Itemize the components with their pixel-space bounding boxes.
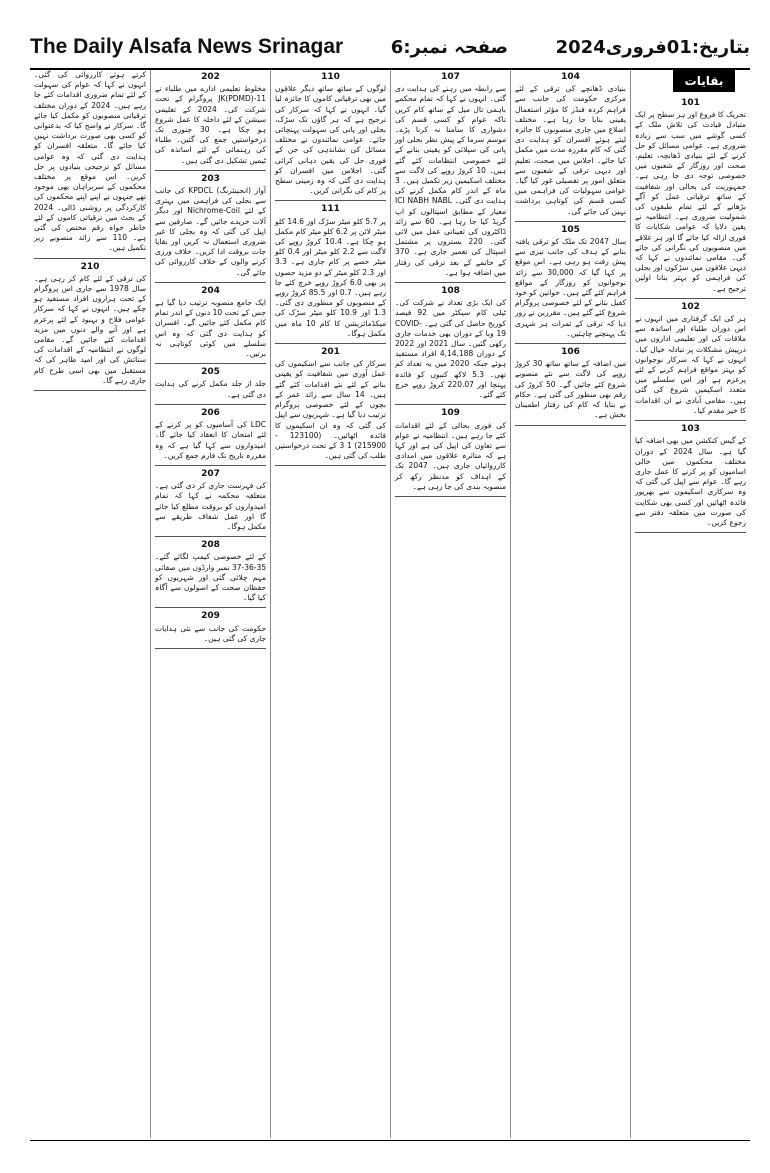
article-text: حکومت کی جانب سے نئی ہدایات جاری کی گئی ہیں۔ [155,623,266,643]
article-divider [275,465,386,466]
article-text: کی ایک بڑی تعداد نے شرکت کی۔ ٹیلی کام سیکٹر میں 92 فیصد کوریج حاصل کی گئی ہے۔ COVID-19 وبا کے دوران بھی خدمات جاری رکھی گئیں۔ سال 2021 اور 2022 کے دوران 4,14,188 افراد مستفید ہوئے جبکہ 2020 میں یہ تعداد کم تھی۔ 5.3 لاکھ کنبوں کو فائدہ پہنچا اور 220.07 کروڑ روپے خرچ کئے گئے۔ [395,298,507,400]
article-text: بنیادی ڈھانچے کی ترقی کے لئے مرکزی حکومت کی جانب سے فراہم کردہ فنڈز کا مؤثر استعمال یقینی بنایا جا رہا ہے۔ مختلف اضلاع میں جاری منصوبوں کا جائزہ لیتے ہوئے افسران کو ہدایت دی گئی کہ کام مقررہ مدت میں مکمل کیا جائے۔ اجلاس میں صحت، تعلیم اور دیہی ترقی کے شعبوں سے متعلق امور پر تفصیلی غور کیا گیا۔ عوامی سہولیات کی فراہمی میں کسی قسم کی کوتاہی برداشت نہیں کی جائے گی۔ [515,84,626,216]
article-text: کی فہرست جاری کر دی گئی ہے۔ متعلقہ محکمہ نے کہا کہ تمام امیدواروں کو بروقت مطلع کیا جائے گا اور عمل شفاف طریقے سے مکمل ہوگا۔ [155,481,266,531]
issue-date: بتاریخ:01فروری2024 [555,36,750,58]
article-text: کے لئے خصوصی کیمپ لگائے گئے۔ 35-36-37 نمبر وارڈوں میں صفائی مہم چلائی گئی اور شہریوں کو حفظان صحت کے اصولوں سے آگاہ کیا گیا۔ [154,552,266,603]
article-number: 206 [201,407,220,418]
article-columns [30,70,750,1138]
article-number: 111 [321,204,340,215]
article-number: 203 [201,173,220,184]
article-number: 110 [321,72,340,82]
article-text: مخلوط تعلیمی ادارے میں طلباء نے 11-JK(PDMD) پروگرام کے تحت شرکت کی۔ 2024 کے تعلیمی سیشن کے لئے داخلہ کا عمل شروع ہو چکا ہے۔ 30 جنوری تک درخواستیں جمع کی گئیں۔ طلباء کی رہنمائی کے لئے اساتذہ کی ٹیمیں تشکیل دی گئی ہیں۔ [155,84,266,165]
article-number: 209 [201,611,220,622]
article-text: ایک جامع منصوبہ ترتیب دیا گیا ہے جس کے تحت 10 دنوں کے اندر تمام کام مکمل کئے جائیں گے۔ افسران کو ہدایت دی گئی کہ وہ اس سلسلے میں کوئی کوتاہی نہ برتیں۔ [155,298,266,359]
article-text: تحریک کا فروغ اور ہر سطح پر ایک متبادل قیادت کی تلاش ملک کے کسی گوشے میں سب سے زیادہ ضروری ہے۔ عوامی مسائل کو حل کرنے کے لئے بنیادی ڈھانچہ، تعلیم، صحت اور روزگار کے شعبوں میں خصوصی توجہ دی جا رہی ہے۔ جمہوریت کی بحالی اور شفافیت کے ساتھ ترقیاتی عمل کو آگے بڑھانے کے لئے تمام طبقوں کی شمولیت ضروری ہے۔ انتظامیہ نے یقین دلایا کہ عوامی شکایات کا فوری ازالہ کیا جائے گا اور ہر علاقے میں منصوبوں کی نگرانی کی جائے گی۔ مقامی نمائندوں نے کہا کہ دیہی علاقوں میں سڑکوں اور بجلی کی فراہمی کو بہتر بنانا اولین ترجیح ہے۔ [635,110,746,293]
article-divider [395,282,506,283]
section-tag: بقایات [673,70,735,92]
article-text: سے رابطہ میں رہنے کی ہدایت دی گئی۔ انہوں نے کہا کہ تمام محکمے باہمی تال میل کے ساتھ کام کریں تاکہ عوام کو کسی قسم کی دشواری کا سامنا نہ کرنا پڑے۔ موسم سرما کے پیش نظر بجلی اور پانی کی سپلائی کو یقینی بنانے کے لئے خصوصی انتظامات کئے گئے ہیں۔ 10 کروڑ روپے کی لاگت سے مختلف اسکیمیں زیر تکمیل ہیں۔ 3 ماہ کے اندر کام مکمل کرنے کی ہدایت دی گئی۔ ICI NABH NABL معیار کے مطابق اسپتالوں کو اپ گریڈ کیا جا رہا ہے۔ 60 سے زائد ڈاکٹروں کی تعیناتی عمل میں لائی گئی۔ 220 بستروں پر مشتمل اسپتال کی تعمیر جاری ہے۔ 370 کے خاتمے کے بعد ترقی کی رفتار میں اضافہ ہوا ہے۔ [395,84,507,277]
article-number: 210 [80,261,100,272]
article-number: 104 [561,72,580,82]
article-number: 102 [681,301,700,312]
newspaper-title: The Daily Alsafa News Srinagar [30,35,344,58]
article-number: 103 [681,424,700,435]
article-text: سال 2047 تک ملک کو ترقی یافتہ بنانے کے ہدف کی جانب تیزی سے پیش رفت ہو رہی ہے۔ اس موقع پر کہا گیا کہ 30,000 سے زائد نوجوانوں کو روزگار کے مواقع فراہم کئے گئے ہیں۔ خواتین کو خود کفیل بنانے کے لئے خصوصی پروگرام شروع کئے گئے ہیں۔ مقررین نے زور دیا کہ ترقی کے ثمرات ہر شہری تک پہنچنے چاہئیں۔ [515,237,626,338]
article-divider [395,496,506,497]
article-number: 208 [201,540,220,551]
article-number: 207 [201,468,220,479]
article-divider [155,536,266,537]
article-divider [635,298,746,299]
article-divider [395,404,506,405]
news-column [30,70,150,1138]
footer-rule [30,1140,750,1141]
news-column [270,70,390,1138]
article-divider [515,221,626,222]
article-text: سرکار کی جانب سے اسکیموں کی عمل آوری میں شفافیت کو یقینی بنانے کے لئے نئے اقدامات کئے گئے ہیں۔ 14 سال سے زائد عمر کے بچوں کے لئے خصوصی پروگرام ترتیب دیا گیا ہے۔ شہریوں سے اپیل کی گئی کہ وہ ان اسکیموں کا فائدہ اٹھائیں۔ (123100 - 215900) 1 3 کے تحت درخواستیں طلب کی گئی ہیں۔ [275,359,386,461]
news-column [150,70,270,1138]
article-text: آواز (انجینئرنگ) KPDCL کی جانب سے بجلی کی فراہمی میں بہتری کے لئے Nichrome-Coil اور دیگر آلات خریدے جائیں گے۔ صارفین سے اپیل کی گئی کہ وہ بجلی کا غیر ضروری استعمال نہ کریں اور بقایا جات بروقت ادا کریں۔ خلاف ورزی کرنے والوں کے خلاف کارروائی کی جائے گی۔ [155,186,266,277]
article-divider [635,532,746,533]
article-text: LDC کی آسامیوں کو پر کرنے کے لئے امتحان کا انعقاد کیا جائے گا۔ امیدواروں سے کہا گیا ہے کہ وہ مقررہ تاریخ تک فارم جمع کریں۔ [155,420,266,460]
article-divider [155,648,266,649]
article-divider [275,200,386,201]
article-text: لوگوں کے ساتھ ساتھ دیگر علاقوں میں بھی ترقیاتی کاموں کا جائزہ لیا گیا۔ انہوں نے کہا کہ سرکار کی ترجیح ہے کہ ہر گاؤں تک سڑک، بجلی اور پانی کی سہولت پہنچائی جائے۔ عوامی نمائندوں نے مختلف مسائل کی نشاندہی کی جن کے فوری حل کی یقین دہانی کرائی گئی۔ اجلاس میں افسران کو ہدایت دی گئی کہ وہ زمینی سطح پر کام کی نگرانی کریں۔ [275,84,386,196]
masthead [30,32,750,62]
article-number: 105 [561,224,580,235]
article-divider [155,170,266,171]
article-divider [275,343,386,344]
article-divider [515,425,626,426]
article-number: 205 [201,367,220,378]
article-number: 101 [681,98,700,108]
article-number: 109 [441,408,460,419]
article-number: 201 [321,347,340,358]
news-column [510,70,630,1138]
article-divider [515,343,626,344]
page-number: صفحہ نمبر:6 [390,36,509,58]
article-text: جلد از جلد مکمل کرنے کی ہدایت دی گئی ہے۔ [155,379,266,399]
article-text: میں اضافہ کے ساتھ ساتھ 30 کروڑ روپے کی لاگت سے نئے منصوبے شروع کئے جائیں گے۔ 50 کروڑ کی رقم بھی منظور کی گئی ہے۔ حکام نے بتایا کہ کام کی رفتار اطمینان بخش ہے۔ [515,359,627,420]
article-divider [155,282,266,283]
article-text: کرتے ہوئے کارروائی کی گئی۔ انہوں نے کہا کہ عوام کی سہولت کے لئے تمام ضروری اقدامات کئے جا رہے ہیں۔ 2024 کے دوران مختلف ترقیاتی منصوبوں کو مکمل کیا جائے گا۔ سرکار نے واضح کیا کہ بدعنوانی کو کسی بھی صورت برداشت نہیں کیا جائے گا۔ متعلقہ افسران کو ہدایت دی گئی کہ وہ عوامی مسائل کو ترجیحی بنیادوں پر حل کریں۔ اس موقع پر مختلف محکموں کے سربراہان بھی موجود تھے جنہوں نے اپنے اپنے محکموں کی کارکردگی پر روشنی ڈالی۔ 2024 کے بجٹ میں ترقیاتی کاموں کے لئے خاطر خواہ رقم مختص کی گئی ہے۔ 110 سے زائد منصوبے زیر تکمیل ہیں۔ [34,70,146,253]
article-number: 204 [201,285,220,296]
article-divider [155,465,266,466]
article-text: پر 5.7 کلو میٹر سڑک اور 14.6 کلو میٹر لائن پر 6.2 کلو میٹر کام مکمل ہو چکا ہے۔ 10.4 کروڑ روپے کی لاگت سے 2.2 کلو میٹر اور 0.4 کلو میٹر حصے پر کام جاری ہے۔ 3.3 اور 2.3 کلو میٹر کے دو مزید حصوں پر بھی 6.0 کروڑ روپے خرچ کئے جا رہے ہیں۔ 0.7 اور 85.5 کروڑ روپے کے منصوبوں کو منظوری دی گئی۔ 1.3 اور 10.9 کلو میٹر سڑک کی میکڈمائزیشن کا کام 10 ماہ میں مکمل ہوگا۔ [275,216,386,338]
article-divider [34,390,146,391]
article-number: 106 [561,347,580,358]
article-divider [155,607,266,608]
news-column [630,70,750,1138]
article-text: کی ترقی کے لئے کام کر رہی ہے۔ سال 1978 سے جاری اس پروگرام کے تحت ہزاروں افراد مستفید ہو چکے ہیں۔ انہوں نے کہا کہ سرکار عوامی فلاح و بہبود کے لئے پرعزم ہے اور آنے والے دنوں میں مزید اقدامات کئے جائیں گے۔ مقامی لوگوں نے انتظامیہ کے اقدامات کی ستائش کی اور امید ظاہر کی کہ مستقبل میں بھی اسی طرح کام جاری رہے گا۔ [34,273,147,385]
article-divider [155,363,266,364]
article-number: 107 [441,72,460,82]
article-divider [155,404,266,405]
article-text: کی فوری بحالی کے لئے اقدامات کئے جا رہے ہیں۔ انتظامیہ نے عوام سے تعاون کی اپیل کی ہے اور کہا ہے کہ متاثرہ علاقوں میں امدادی کارروائیاں جاری ہیں۔ 2047 تک کے اہداف کو مدنظر رکھ کر منصوبہ بندی کی جا رہی ہے۔ [395,420,506,491]
news-column [390,70,510,1138]
article-text: کے گیس کنکشن میں بھی اضافہ کیا گیا ہے۔ سال 2024 کے دوران مختلف محکموں میں خالی اسامیوں کو پر کرنے کا عمل جاری رہے گا۔ عوام سے اپیل کی گئی کہ وہ سرکاری اسکیموں سے بھرپور فائدہ اٹھائیں اور کسی بھی شکایت کی صورت میں متعلقہ دفتر سے رجوع کریں۔ [635,436,746,527]
article-number: 202 [201,72,220,82]
article-number: 108 [441,286,460,297]
article-divider [34,258,146,259]
article-text: ہر کی ایک گرفتاری میں انہوں نے اس دوران طلباء اور اساتذہ سے ملاقات کی اور تعلیمی اداروں میں درپیش مشکلات پر تبادلہ خیال کیا۔ انہوں نے کہا کہ سرکار نوجوانوں کو بہتر مواقع فراہم کرنے کے لئے پرعزم ہے اور اس سلسلے میں متعدد اسکیمیں شروع کی گئی ہیں۔ مقامی آبادی نے ان اقدامات کا خیر مقدم کیا۔ [635,314,746,415]
article-divider [635,420,746,421]
